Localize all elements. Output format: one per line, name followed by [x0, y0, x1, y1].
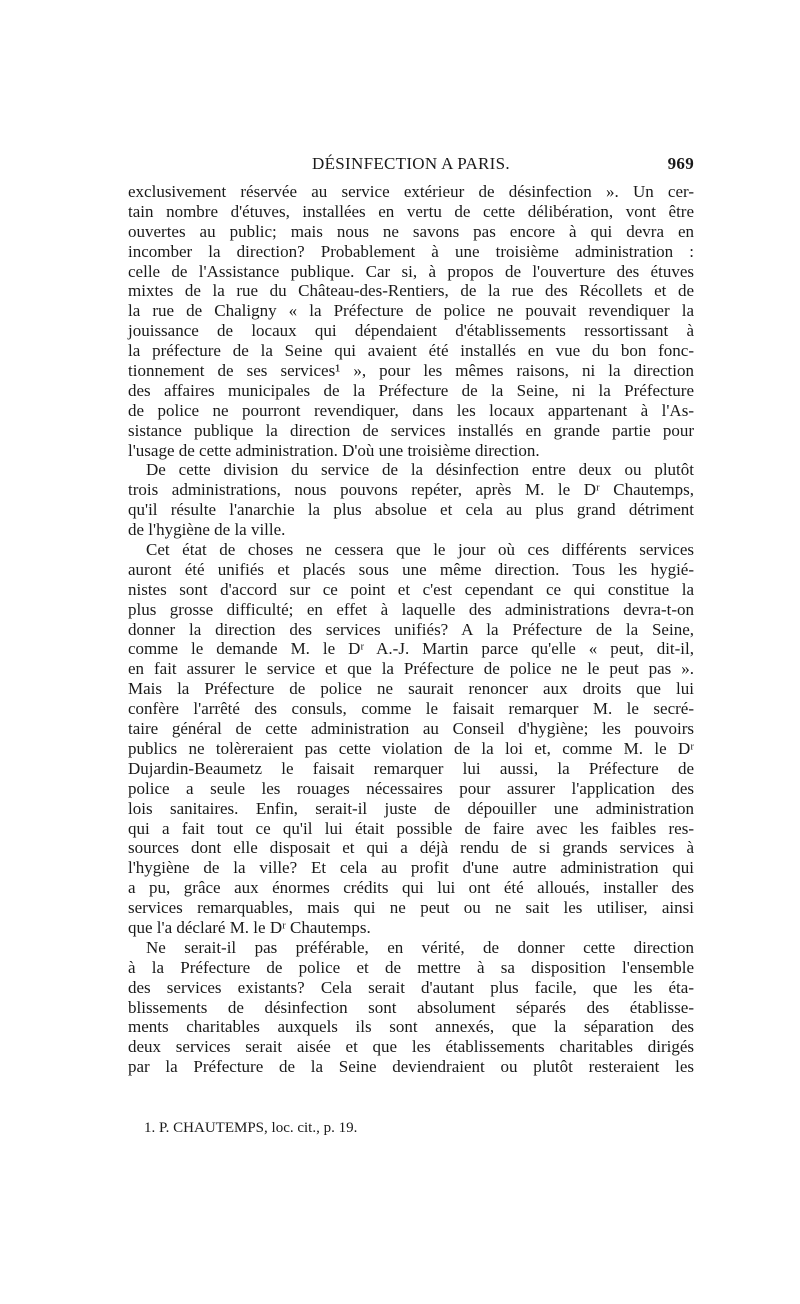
text-line: trois administrations, nous pouvons repéter, après M. le Dʳ Chautemps, — [128, 480, 694, 500]
text-line: De cette division du service de la désinfection entre deux ou plutôt — [146, 460, 694, 480]
text-line: la préfecture de la Seine qui avaient été installés en vue du bon fonc- — [128, 341, 694, 361]
text-line: Cet état de choses ne cessera que le jour où ces différents services — [146, 540, 694, 560]
text-line: comme le demande M. le Dʳ A.-J. Martin parce qu'elle « peut, dit-il, — [128, 639, 694, 659]
text-line: incomber la direction? Probablement à une troisième administration : — [128, 241, 694, 261]
text-line: ouvertes au public; mais nous ne savons pas encore à qui devra en — [128, 221, 694, 241]
text-line: blissements de désinfection sont absolument séparés des établisse- — [128, 997, 694, 1017]
text-line: celle de l'Assistance publique. Car si, à propos de l'ouverture des étuves — [128, 261, 694, 281]
text-line: publics ne tolèreraient pas cette violation de la loi et, comme M. le Dʳ — [128, 738, 694, 758]
text-line: lois sanitaires. Enfin, serait-il juste de dépouiller une administration — [128, 798, 694, 818]
text-line: qui a fait tout ce qu'il lui était possible de faire avec les faibles res- — [128, 818, 694, 838]
text-line: taire général de cette administration au Conseil d'hygiène; les pouvoirs — [128, 719, 694, 739]
text-line: l'usage de cette administration. D'où une troisième direction. — [128, 440, 540, 460]
text-line: sistance publique la direction de services installés en grande partie pour — [128, 420, 694, 440]
text-line: de l'hygiène de la ville. — [128, 520, 286, 540]
text-line: Mais la Préfecture de police ne saurait renoncer aux droits que lui — [128, 679, 694, 699]
text-line: tionnement de ses services¹ », pour les mêmes raisons, ni la direction — [128, 361, 694, 381]
text-line: Dujardin-Beaumetz le faisait remarquer lui aussi, la Préfecture de — [128, 758, 694, 778]
text-line: confère l'arrêté des consuls, comme le faisait remarquer M. le secré- — [128, 699, 694, 719]
book-page — [128, 152, 694, 1137]
text-line: sources dont elle disposait et qui a déjà rendu de si grands services à — [128, 838, 694, 858]
text-line: de police ne pourront revendiquer, dans les locaux appartenant à l'As- — [128, 400, 694, 420]
body-text — [128, 182, 694, 1077]
text-line: l'hygiène de la ville? Et cela au profit d'une autre administration qui — [128, 858, 694, 878]
text-line: services remarquables, mais qui ne peut ou ne sait les utiliser, ainsi — [128, 898, 694, 918]
text-line: police a seule les rouages nécessaires pour assurer l'application des — [128, 778, 694, 798]
text-line: à la Préfecture de police et de mettre à sa disposition l'ensemble — [128, 957, 694, 977]
text-line: tain nombre d'étuves, installées en vertu de cette délibération, vont être — [128, 201, 694, 221]
text-line: jouissance de locaux qui dépendaient d'établissements ressortissant à — [128, 321, 694, 341]
text-line: plus grosse difficulté; en effet à laquelle des administrations devra-t-on — [128, 599, 694, 619]
text-line: exclusivement réservée au service extérieur de désinfection ». Un cer- — [128, 182, 694, 201]
footnote: 1. P. CHAUTEMPS, loc. cit., p. 19. — [144, 1120, 358, 1137]
running-title: DÉSINFECTION A PARIS. — [312, 154, 510, 173]
text-line: que l'a déclaré M. le Dʳ Chautemps. — [128, 917, 371, 937]
text-line: en fait assurer le service et que la Préfecture de police ne le peut pas ». — [128, 659, 694, 679]
text-line: la rue de Chaligny « la Préfecture de police ne pouvait revendiquer la — [128, 301, 694, 321]
text-line: donner la direction des services unifiés? A la Préfecture de la Seine, — [128, 619, 694, 639]
text-line: a pu, grâce aux énormes crédits qui lui ont été alloués, installer des — [128, 878, 694, 898]
page-header — [128, 152, 694, 178]
text-line: qu'il résulte l'anarchie la plus absolue et cela au plus grand détriment — [128, 500, 694, 520]
text-line: deux services serait aisée et que les établissements charitables dirigés — [128, 1037, 694, 1057]
text-line: des services existants? Cela serait d'autant plus facile, que les éta- — [128, 977, 694, 997]
page-number: 969 — [667, 154, 694, 173]
text-line: nistes sont d'accord sur ce point et c'est cependant ce qui constitue la — [128, 579, 694, 599]
text-line: des affaires municipales de la Préfecture de la Seine, ni la Préfecture — [128, 380, 694, 400]
text-line: par la Préfecture de la Seine deviendraient ou plutôt resteraient les — [128, 1057, 694, 1077]
text-line: auront été unifiés et placés sous une même direction. Tous les hygié- — [128, 559, 694, 579]
text-line: ments charitables auxquels ils sont annexés, que la séparation des — [128, 1017, 694, 1037]
text-line: Ne serait-il pas préférable, en vérité, de donner cette direction — [146, 937, 694, 957]
text-line: mixtes de la rue du Château-des-Rentiers, de la rue des Récollets et de — [128, 281, 694, 301]
